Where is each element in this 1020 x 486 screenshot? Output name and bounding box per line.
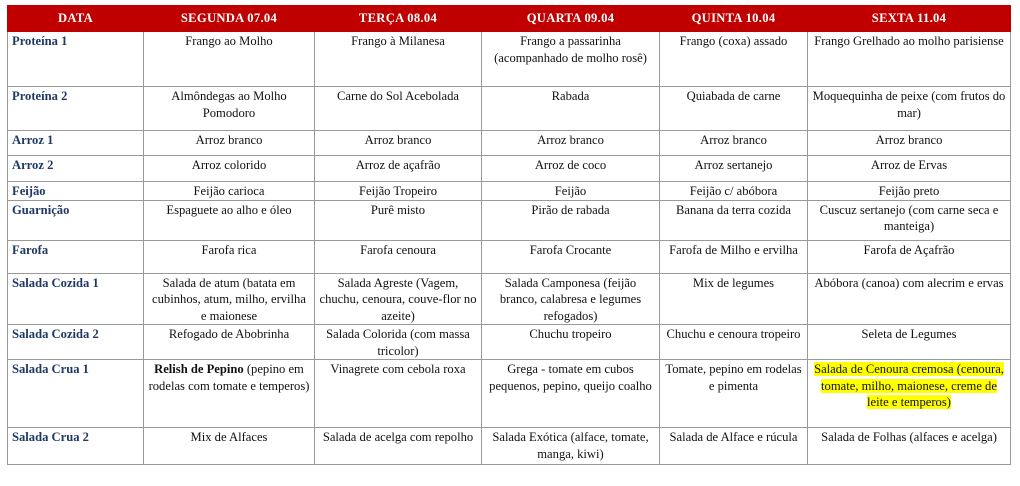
menu-cell: Frango ao Molho (144, 32, 315, 87)
menu-cell: Farofa de Açafrão (808, 240, 1011, 273)
menu-cell: Frango à Milanesa (315, 32, 482, 87)
table-row (8, 428, 1011, 465)
menu-cell: Salada de Alface e rúcula (660, 428, 808, 465)
header-tuesday: TERÇA 08.04 (315, 6, 482, 32)
menu-cell: Frango Grelhado ao molho parisiense (808, 32, 1011, 87)
row-label: Arroz 2 (8, 156, 144, 182)
menu-cell: Seleta de Legumes (808, 325, 1011, 360)
header-wednesday: QUARTA 09.04 (482, 6, 660, 32)
row-label: Arroz 1 (8, 131, 144, 156)
header-friday: SEXTA 11.04 (808, 6, 1011, 32)
menu-cell: Vinagrete com cebola roxa (315, 360, 482, 428)
menu-cell: Farofa de Milho e ervilha (660, 240, 808, 273)
menu-cell: Farofa rica (144, 240, 315, 273)
table-row (8, 325, 1011, 360)
table-row (8, 87, 1011, 131)
header-thursday: QUINTA 10.04 (660, 6, 808, 32)
dish-description: (pepino em rodelas com tomate e temperos) (148, 362, 310, 393)
menu-cell: Tomate, pepino em rodelas e pimenta (660, 360, 808, 428)
header-date: DATA (8, 6, 144, 32)
menu-cell: Chuchu tropeiro (482, 325, 660, 360)
menu-cell: Grega - tomate em cubos pequenos, pepino, queijo coalho (482, 360, 660, 428)
table-row (8, 360, 1011, 428)
highlighted-dish-name: Relish de Pepino (154, 362, 244, 376)
menu-cell: Salada de Folhas (alfaces e acelga) (808, 428, 1011, 465)
row-label: Salada Crua 1 (8, 360, 144, 428)
menu-cell: Feijão Tropeiro (315, 182, 482, 201)
menu-cell: Cuscuz sertanejo (com carne seca e manteiga) (808, 200, 1011, 240)
row-label: Salada Crua 2 (8, 428, 144, 465)
header-monday: SEGUNDA 07.04 (144, 6, 315, 32)
row-label: Salada Cozida 2 (8, 325, 144, 360)
menu-cell: Pirão de rabada (482, 200, 660, 240)
menu-cell: Arroz branco (660, 131, 808, 156)
table-row (8, 240, 1011, 273)
menu-cell: Arroz branco (482, 131, 660, 156)
row-label: Feijão (8, 182, 144, 201)
menu-cell (808, 360, 1011, 428)
menu-cell: Salada Exótica (alface, tomate, manga, kiwi) (482, 428, 660, 465)
menu-cell: Rabada (482, 87, 660, 131)
table-row (8, 182, 1011, 201)
row-label: Salada Cozida 1 (8, 273, 144, 325)
menu-cell: Frango (coxa) assado (660, 32, 808, 87)
menu-cell: Abóbora (canoa) com alecrim e ervas (808, 273, 1011, 325)
menu-cell: Salada de acelga com repolho (315, 428, 482, 465)
menu-cell: Feijão c/ abóbora (660, 182, 808, 201)
menu-cell: Mix de Alfaces (144, 428, 315, 465)
menu-cell: Banana da terra cozida (660, 200, 808, 240)
menu-cell: Purê misto (315, 200, 482, 240)
menu-cell: Moquequinha de peixe (com frutos do mar) (808, 87, 1011, 131)
header-row (8, 6, 1011, 32)
menu-cell: Carne do Sol Acebolada (315, 87, 482, 131)
menu-cell: Arroz branco (144, 131, 315, 156)
menu-cell: Frango a passarinha (acompanhado de molho rosê) (482, 32, 660, 87)
table-row (8, 273, 1011, 325)
highlighted-text: Salada de Cenoura cremosa (cenoura, tomate, milho, maionese, creme de leite e temperos) (814, 362, 1004, 409)
menu-cell: Salada de atum (batata em cubinhos, atum, milho, ervilha e maionese (144, 273, 315, 325)
menu-cell: Arroz sertanejo (660, 156, 808, 182)
menu-cell: Chuchu e cenoura tropeiro (660, 325, 808, 360)
menu-cell: Arroz colorido (144, 156, 315, 182)
table-row (8, 131, 1011, 156)
row-label: Guarnição (8, 200, 144, 240)
menu-cell: Salada Agreste (Vagem, chuchu, cenoura, couve-flor no azeite) (315, 273, 482, 325)
table-row (8, 156, 1011, 182)
row-label: Farofa (8, 240, 144, 273)
menu-cell: Feijão (482, 182, 660, 201)
menu-cell: Salada Camponesa (feijão branco, calabresa e legumes refogados) (482, 273, 660, 325)
menu-cell: Arroz branco (808, 131, 1011, 156)
table-row (8, 200, 1011, 240)
menu-cell: Farofa Crocante (482, 240, 660, 273)
weekly-menu-table (7, 5, 1011, 465)
menu-cell: Arroz de coco (482, 156, 660, 182)
menu-cell: Arroz branco (315, 131, 482, 156)
menu-cell: Quiabada de carne (660, 87, 808, 131)
row-label: Proteína 2 (8, 87, 144, 131)
menu-cell: Feijão preto (808, 182, 1011, 201)
menu-cell: Almôndegas ao Molho Pomodoro (144, 87, 315, 131)
menu-cell: Feijão carioca (144, 182, 315, 201)
menu-cell: Espaguete ao alho e óleo (144, 200, 315, 240)
menu-cell: Mix de legumes (660, 273, 808, 325)
menu-cell: Salada Colorida (com massa tricolor) (315, 325, 482, 360)
menu-cell: Arroz de açafrão (315, 156, 482, 182)
menu-cell: Refogado de Abobrinha (144, 325, 315, 360)
row-label: Proteína 1 (8, 32, 144, 87)
menu-cell: Farofa cenoura (315, 240, 482, 273)
menu-cell: Arroz de Ervas (808, 156, 1011, 182)
menu-cell (144, 360, 315, 428)
table-row (8, 32, 1011, 87)
